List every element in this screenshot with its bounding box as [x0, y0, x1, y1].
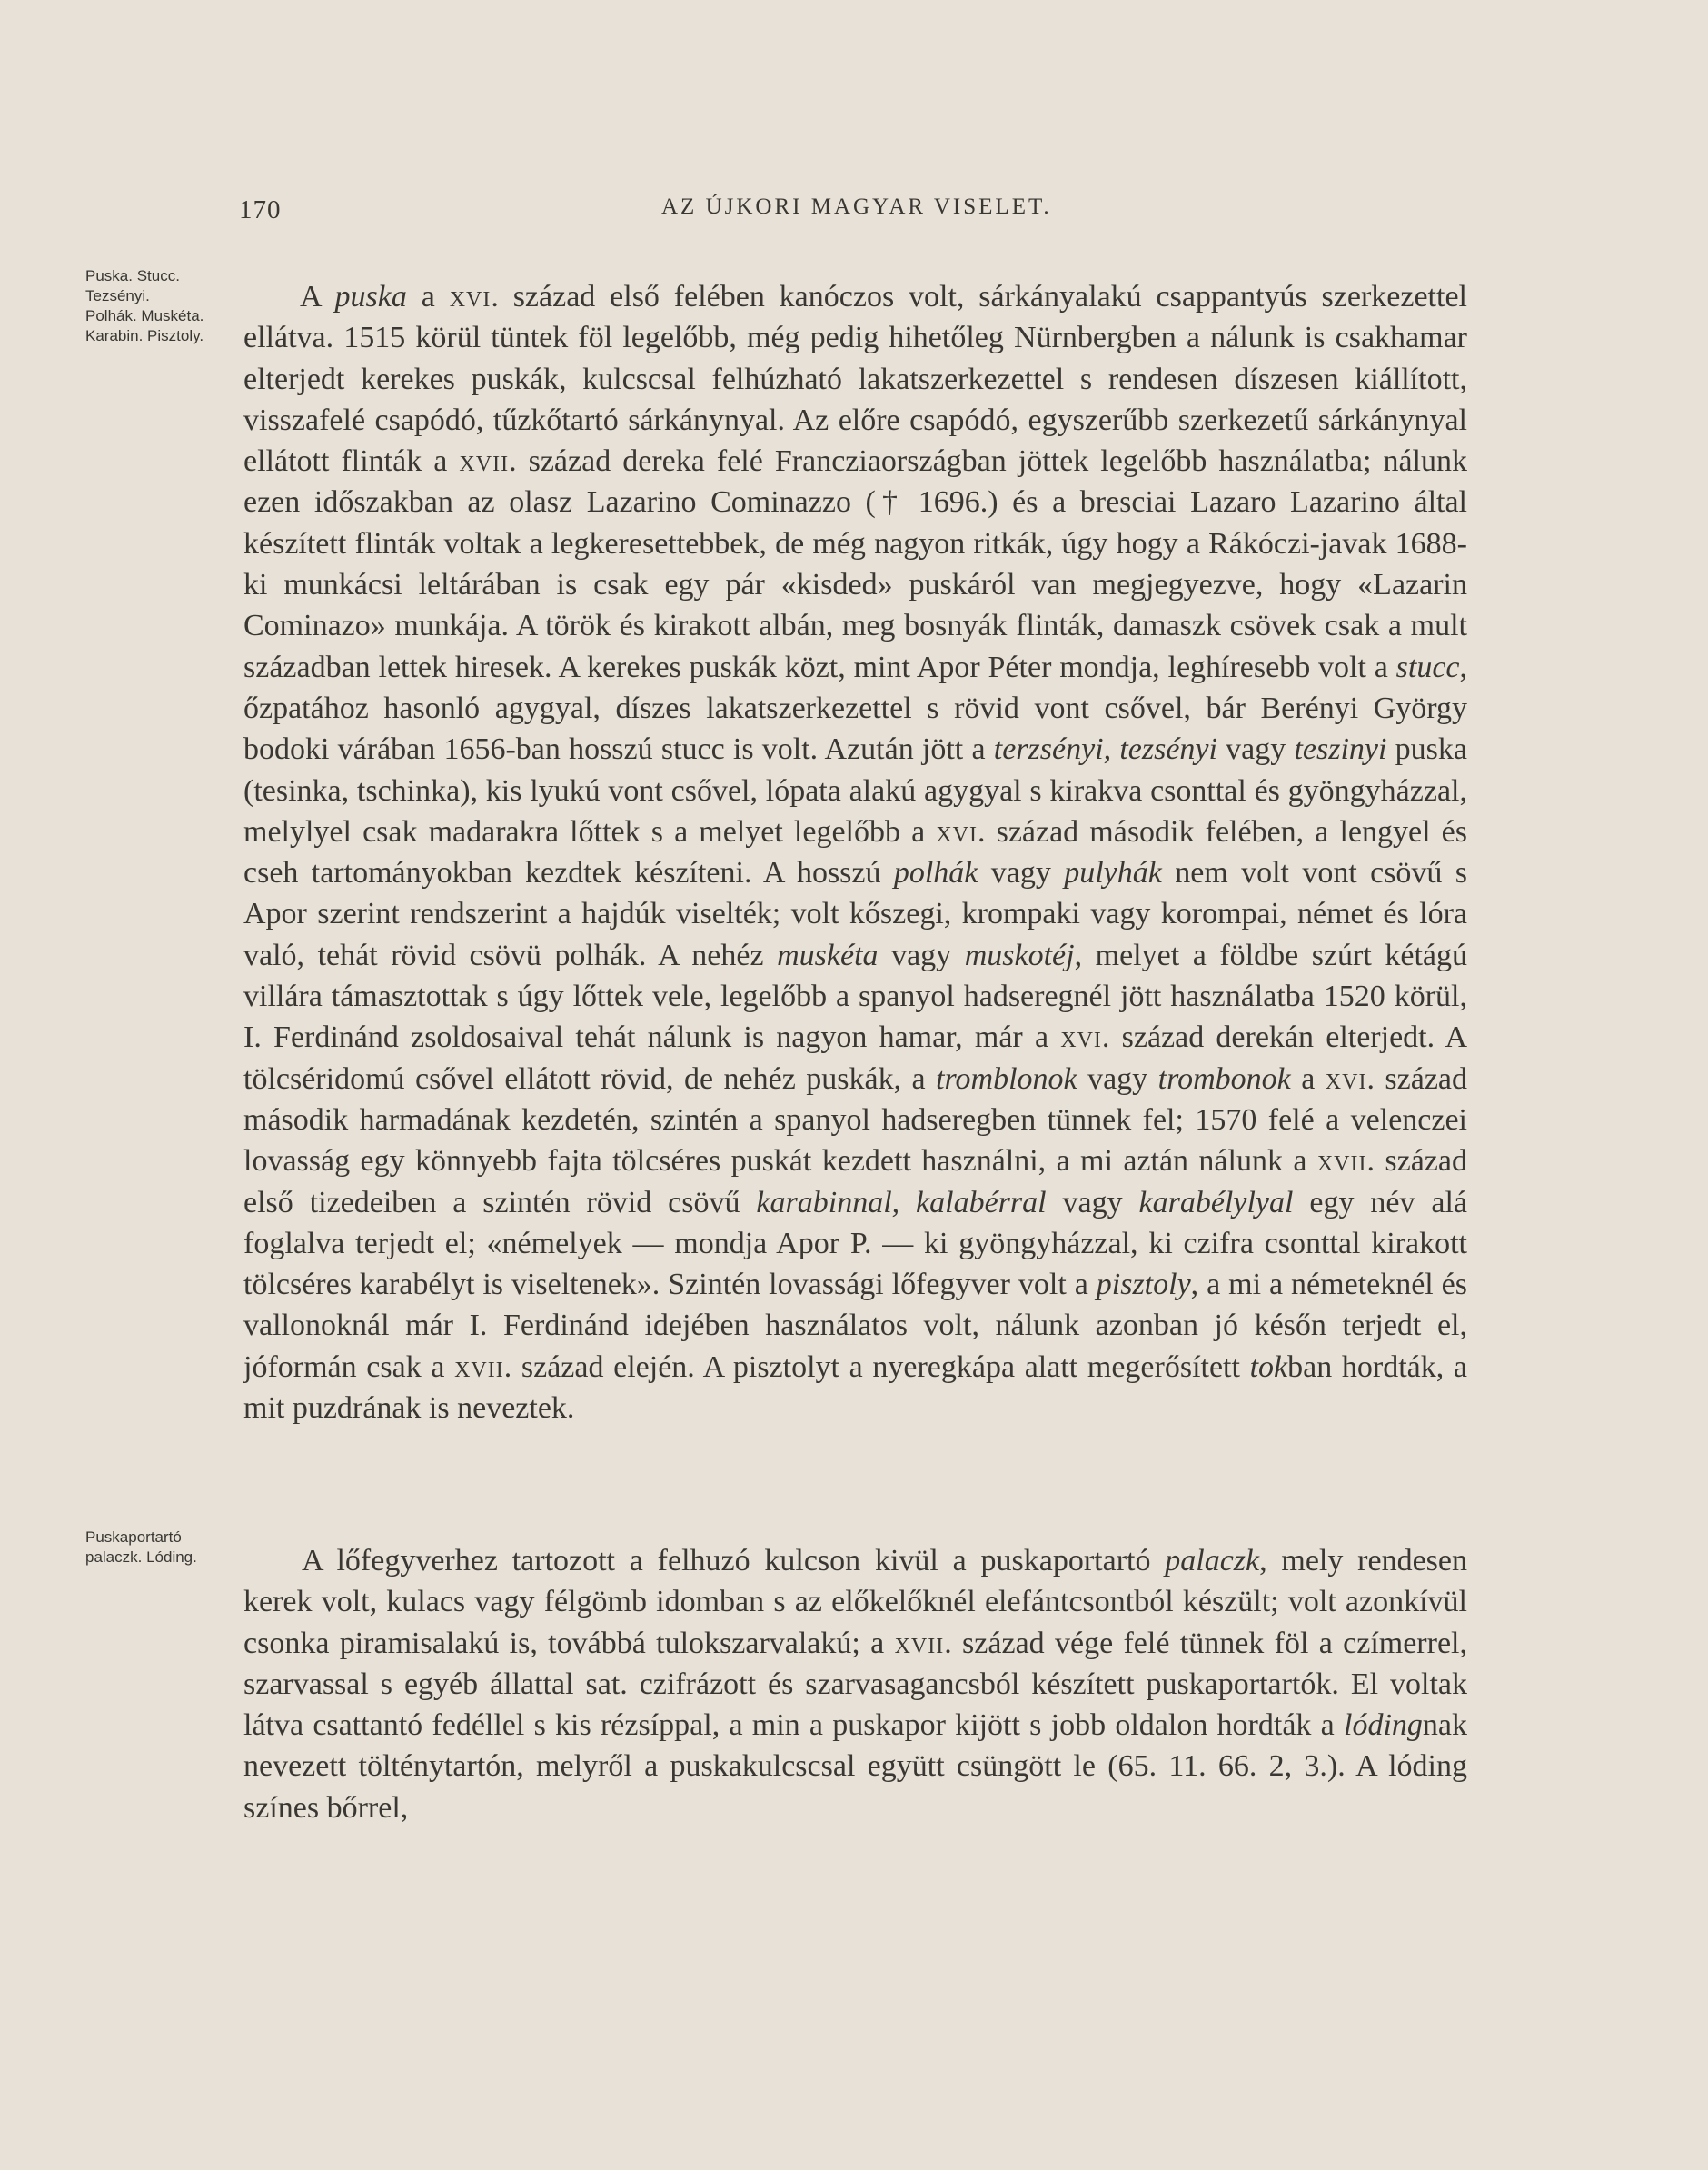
margin-note-line: Tezsényi. [85, 287, 150, 304]
italic-term: teszinyi [1294, 732, 1387, 767]
century-numeral: xvi [449, 280, 492, 314]
italic-term: trombonok [1157, 1061, 1291, 1096]
italic-term: tok [1249, 1349, 1288, 1384]
italic-term: pulyhák [1064, 856, 1162, 891]
text-run: , őzpatához hasonló agygyal, díszes lakatszerkezettel s rövid vont csővel, bár Berényi György bodoki várában 1656-ban hosszú stucc is volt. Azután jött a [243, 650, 1467, 767]
margin-note-powder [85, 1528, 247, 1568]
text-run: , a mi a németeknél és vallonoknál már I. Ferdinánd idejében használatos volt, nálunk azonban jó későn terjedt el, jóformán csak a [243, 1268, 1468, 1384]
text-run: . század vége felé tünnek föl a czímerrel, szarvassal s egyéb állattal sat. czifrázott és szarvasagancsból készített puskaportartók. El voltak látva csattantó fedéllel s kis rézsíppal, a min a puskapor kijött s jobb oldalon hordták a [243, 1626, 1467, 1743]
text-run: nem volt vont csövű s Apor szerint rendszerint a hajdúk viselték; volt kőszegi, krompaki vagy korompai, német és lóra való, tehát rövid csövü polhák. A nehéz [243, 856, 1468, 972]
century-numeral: xvi [1325, 1061, 1367, 1096]
century-numeral: xvi [1060, 1020, 1102, 1055]
text-run: . század második felében, a lengyel és cseh tartományokban kezdtek készíteni. A hosszú [243, 814, 1467, 891]
text-run: vagy [978, 856, 1065, 891]
italic-term: karabélylyal [1138, 1185, 1294, 1219]
italic-term: karabinnal, kalabérral [756, 1185, 1047, 1219]
text-run: . század első tizedeiben a szintén rövid csövű [243, 1144, 1467, 1219]
margin-note-line: Polhák. Muskéta. [85, 307, 204, 324]
paragraph-firearms [243, 276, 1467, 1428]
text-run: nak nevezett tölténytartón, melyről a puskakulcscsal együtt csüngött le (65. 11. 66. 2, 3.). A lóding színes bőrrel, [243, 1708, 1467, 1825]
margin-note-firearms [85, 266, 247, 346]
margin-note-line: Puskaportartó [85, 1528, 182, 1546]
italic-term: lóding [1344, 1708, 1423, 1743]
italic-term: polhák [893, 856, 978, 891]
text-run: vagy [1046, 1185, 1139, 1219]
italic-term: tromblonok [936, 1061, 1077, 1096]
margin-note-line: Puska. Stucc. [85, 267, 180, 284]
century-numeral: xvii [894, 1626, 945, 1660]
italic-term: muskéta [777, 938, 879, 972]
text-run: . század második harmadának kezdetén, szintén a spanyol hadseregben tünnek fel; 1570 felé a velenczei lovasság egy könnyebb fajta tölcséres puskát kezdett használni, a mi aztán nálunk a [243, 1061, 1468, 1179]
text-run: puska (tesinka, tschinka), kis lyukú vont csővel, lópata alakú agygyal s kirakva csonttal és gyöngyházzal, melylyel csak madarakra lőttek s a melyet legelőbb a [243, 732, 1467, 849]
margin-note-line: palaczk. Lóding. [85, 1548, 197, 1566]
text-run: . század dereka felé Francziaországban jöttek legelőbb használatba; nálunk ezen időszakban az olasz Lazarino Cominazzo († 1696.) és a bresciai Lazaro Lazarino által készített flinták voltak a legkeresettebbek, de még nagyon ritkák, úgy hogy a Rákóczi-javak 1688-ki munkácsi leltárában is csak egy pár «kisded» puskáról van megjegyezve, hogy «Lazarin Cominazo» munkája. A török és kirakott albán, meg bosnyák flinták, damaszk csövek csak a mult században lettek hiresek. A kerekes puskák közt, mint Apor Péter mondja, leghíresebb volt a [243, 444, 1467, 684]
century-numeral: xvii [459, 444, 510, 479]
italic-term: palaczk [1165, 1544, 1260, 1578]
century-numeral: xvi [936, 814, 978, 849]
text-run: , mely rendesen kerek volt, kulacs vagy félgömb idomban s az előkelőknél elefántcsontból készült; volt azonkívül csonka piramisalakú is, továbbá tulokszarvalakú; a [243, 1544, 1467, 1660]
italic-term: terzsényi, tezsényi [993, 732, 1217, 767]
text-run: , melyet a földbe szúrt kétágú villára támasztottak s úgy lőttek vele, legelőbb a spanyol hadseregnél jött használatba 1520 körül, I. Ferdinánd zsoldosaival tehát nálunk is nagyon hamar, már a [243, 938, 1467, 1055]
text-run: vagy [1077, 1061, 1158, 1096]
margin-note-line: Karabin. Pisztoly. [85, 327, 204, 344]
text-run: A lőfegyverhez tartozott a felhuzó kulcson kivül a puskaportartó [302, 1544, 1166, 1578]
century-numeral: xvii [454, 1349, 504, 1384]
text-run: vagy [878, 938, 965, 972]
text-run: . század derekán elterjedt. A tölcséridomú csővel ellátott rövid, de nehéz puskák, a [243, 1020, 1467, 1096]
text-run: ban hordták, a mit puzdrának is neveztek. [243, 1349, 1467, 1426]
text-run: egy név alá foglalva terjedt el; «némelyek — mondja Apor P. — ki gyöngyházzal, ki czifra csonttal kirakott tölcséres karabélyt is viseltenek». Szintén lovassági lőfegyver volt a [243, 1185, 1467, 1302]
paragraph-powder-flask [243, 1540, 1467, 1828]
italic-term: muskotéj [964, 938, 1075, 972]
italic-term: stucc [1395, 650, 1460, 684]
text-run: . század elején. A pisztolyt a nyeregkápa alatt megerősített [503, 1349, 1250, 1384]
text-run: . század első felében kanóczos volt, sárkányalakú csappantyús szerkezettel ellátva. 1515 körül tüntek föl legelőbb, még pedig hihetőleg Nürnbergben a nálunk is csakhamar elterjedt kerekes puskák, kulcscsal felhúzható lakatszerkezettel s rendesen díszesen kiállított, visszafelé csapódó, tűzkőtartó sárkánynyal. Az előre csapódó, egyszerűbb szerkezetű sárkánynyal ellátott flinták a [243, 280, 1467, 479]
text-run: a [406, 280, 450, 314]
running-head: AZ ÚJKORI MAGYAR VISELET. [661, 194, 1052, 219]
century-numeral: xvii [1316, 1144, 1367, 1179]
italic-term: puska [334, 280, 407, 314]
text-run: A [300, 280, 335, 314]
text-run: a [1290, 1061, 1326, 1096]
italic-term: pisztoly [1096, 1268, 1191, 1302]
text-run: vagy [1216, 732, 1295, 767]
page-number: 170 [239, 195, 282, 224]
